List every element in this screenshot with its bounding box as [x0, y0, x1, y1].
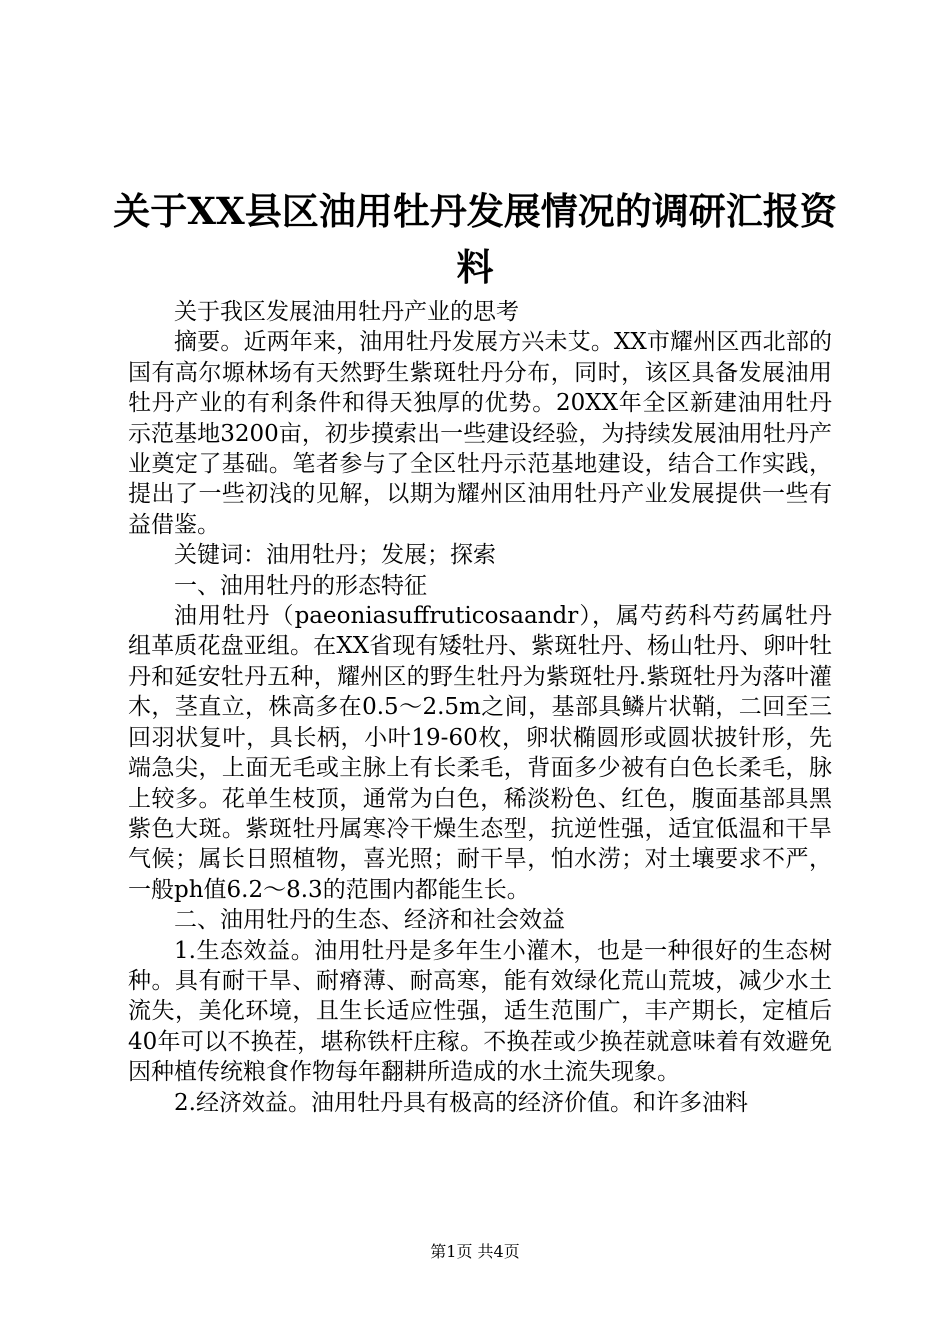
keywords-paragraph: 关键词：油用牡丹；发展；探索 [174, 542, 496, 569]
document-body [128, 297, 832, 1118]
section-heading-morphology: 一、油用牡丹的形态特征 [174, 572, 427, 599]
document-title: 关于XX县区油用牡丹发展情况的调研汇报资料 [113, 189, 837, 289]
economic-benefit-paragraph: 2.经济效益。油用牡丹具有极高的经济价值。和许多油料 [174, 1089, 748, 1116]
morphology-paragraph: 油用牡丹（paeoniasuffruticosaandr），属芍药科芍药属牡丹组革质花盘亚组。在XX省现有矮牡丹、紫斑牡丹、杨山牡丹、卵叶牡丹和延安牡丹五种，耀州区的野生牡丹为紫斑牡丹.紫斑牡丹为落叶灌木，茎直立，株高多在0.5～2.5m之间，基部具鳞片状鞘，二回至三回羽状复叶，具长柄，小叶19-60枚，卵状椭圆形或圆状披针形，先端急尖，上面无毛或主脉上有长柔毛，背面多少被有白色长柔毛，脉上较多。花单生枝顶，通常为白色，稀淡粉色、红色，腹面基部具黑紫色大斑。紫斑牡丹属寒冷干燥生态型，抗逆性强，适宜低温和干旱气候；属长日照植物，喜光照；耐干旱，怕水涝；对土壤要求不严，一般ph值6.2～8.3的范围内都能生长。 [128, 603, 832, 903]
section-heading-benefits: 二、油用牡丹的生态、经济和社会效益 [174, 907, 565, 934]
section-heading: 关于我区发展油用牡丹产业的思考 [174, 299, 519, 325]
abstract-paragraph: 摘要。近两年来，油用牡丹发展方兴未艾。XX市耀州区西北部的国有高尔塬林场有天然野生紫斑牡丹分布，同时，该区具备发展油用牡丹产业的有利条件和得天独厚的优势。20XX年全区新建油用牡丹示范基地3200亩，初步摸索出一些建设经验，为持续发展油用牡丹产业奠定了基础。笔者参与了全区牡丹示范基地建设，结合工作实践，提出了一些初浅的见解，以期为耀州区油用牡丹产业发展提供一些有益借鉴。 [128, 329, 832, 538]
page-number-footer: 第1页 共4页 [430, 1242, 520, 1261]
ecological-benefit-paragraph: 1.生态效益。油用牡丹是多年生小灌木，也是一种很好的生态树种。具有耐干旱、耐瘠薄、耐高寒，能有效绿化荒山荒坡，减少水土流失，美化环境，且生长适应性强，适生范围广，丰产期长，定植后40年可以不换茬，堪称铁杆庄稼。不换茬或少换茬就意味着有效避免因种植传统粮食作物每年翻耕所造成的水土流失现象。 [128, 937, 832, 1086]
